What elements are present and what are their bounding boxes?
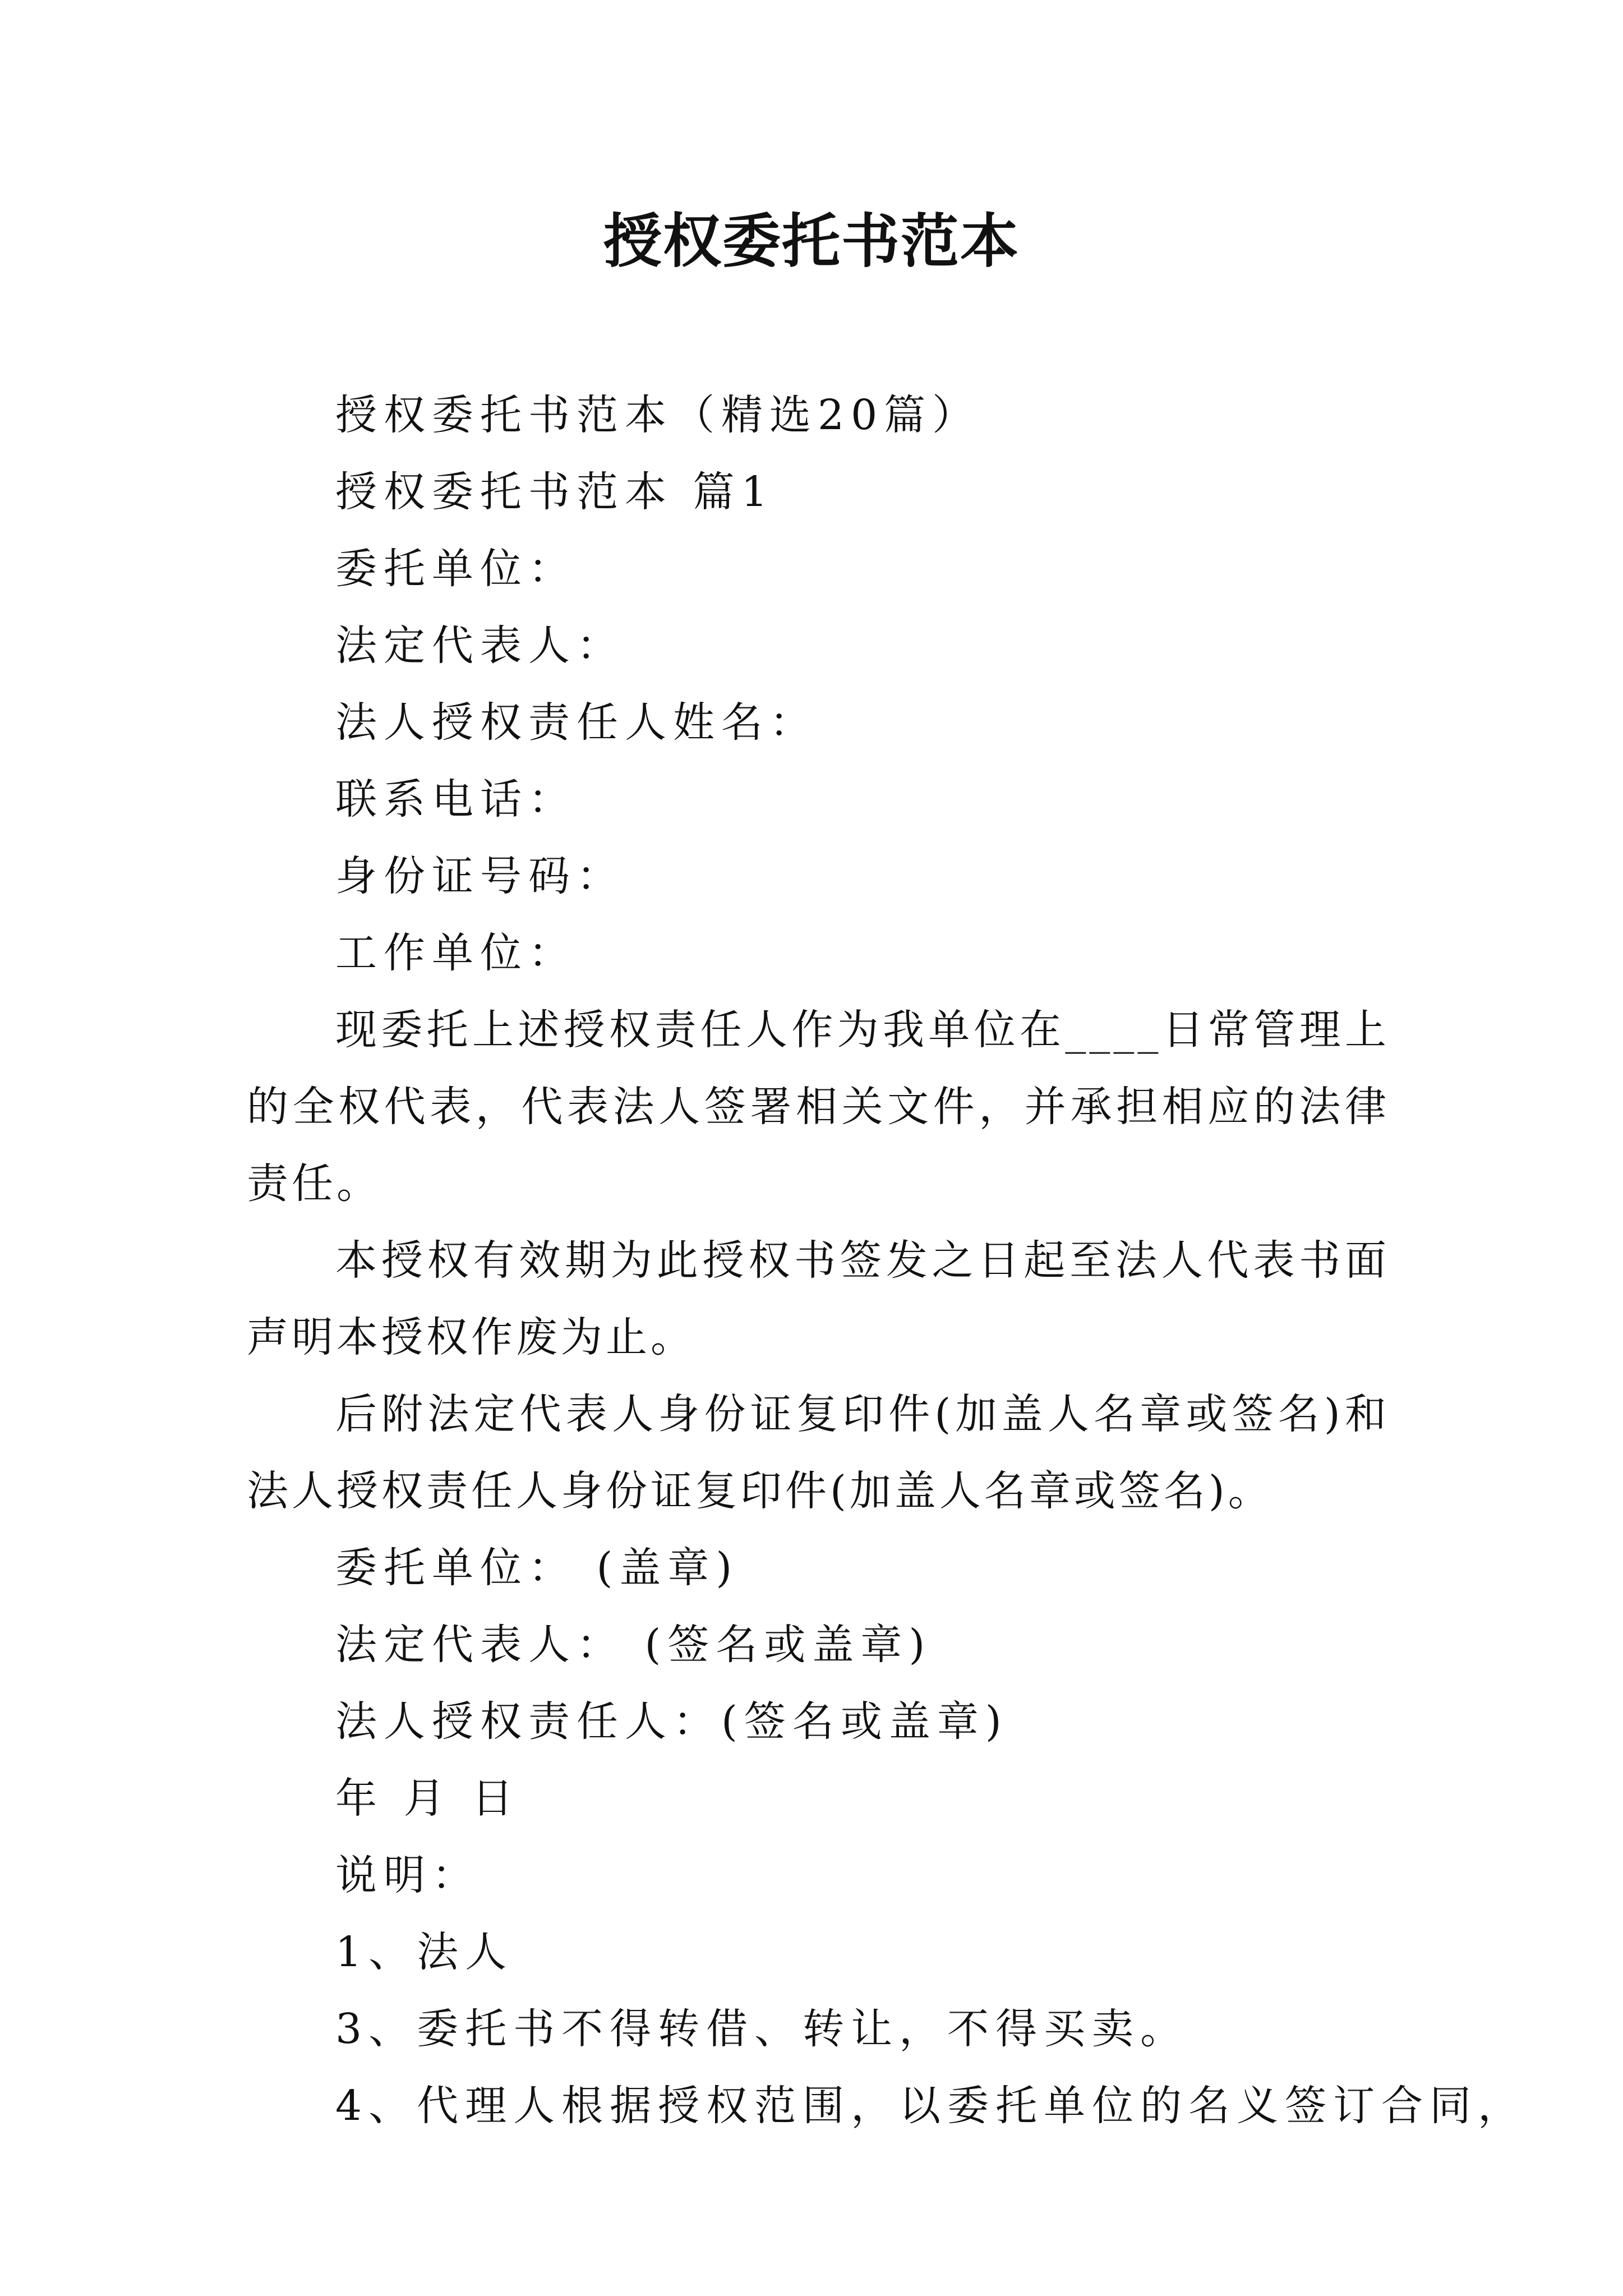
signature-line: 委托单位： (盖章) — [335, 1544, 739, 1592]
signature-line: 法定代表人： (签名或盖章) — [335, 1621, 932, 1669]
paragraph: 本授权有效期为此授权书签发之日起至法人代表书面声明本授权作废为止。 — [247, 1236, 1390, 1361]
note-item: 4、代理人根据授权范围，以委托单位的名义签订合同， — [335, 2082, 1527, 2130]
text-line: 授权委托书范本（精选20篇） — [335, 391, 981, 439]
note-item: 3、委托书不得转借、转让，不得买卖。 — [335, 2005, 1189, 2053]
note-item: 1、法人 — [335, 1928, 514, 1976]
text-line: 法定代表人： — [335, 622, 625, 670]
document-body — [247, 377, 1527, 2145]
text-line: 工作单位： — [335, 929, 577, 977]
text-line: 身份证号码： — [335, 852, 625, 900]
paragraph: 后附法定代表人身份证复印件(加盖人名章或签名)和法人授权责任人身份证复印件(加盖人名章或签名)。 — [247, 1390, 1390, 1515]
signature-line: 法人授权责任人：(签名或盖章) — [335, 1697, 1008, 1746]
document-title: 授权委托书范本 — [603, 206, 1020, 275]
notes-heading: 说明： — [335, 1851, 480, 1899]
paragraph: 现委托上述授权责任人作为我单位在____日常管理上的全权代表，代表法人签署相关文件，并承担相应的法律责任。 — [247, 1006, 1390, 1208]
text-line: 法人授权责任人姓名： — [335, 698, 818, 747]
text-line: 联系电话： — [335, 775, 577, 823]
text-line: 授权委托书范本 篇1 — [335, 468, 774, 516]
date-line: 年 月 日 — [335, 1774, 520, 1823]
text-line: 委托单位： — [335, 545, 577, 593]
